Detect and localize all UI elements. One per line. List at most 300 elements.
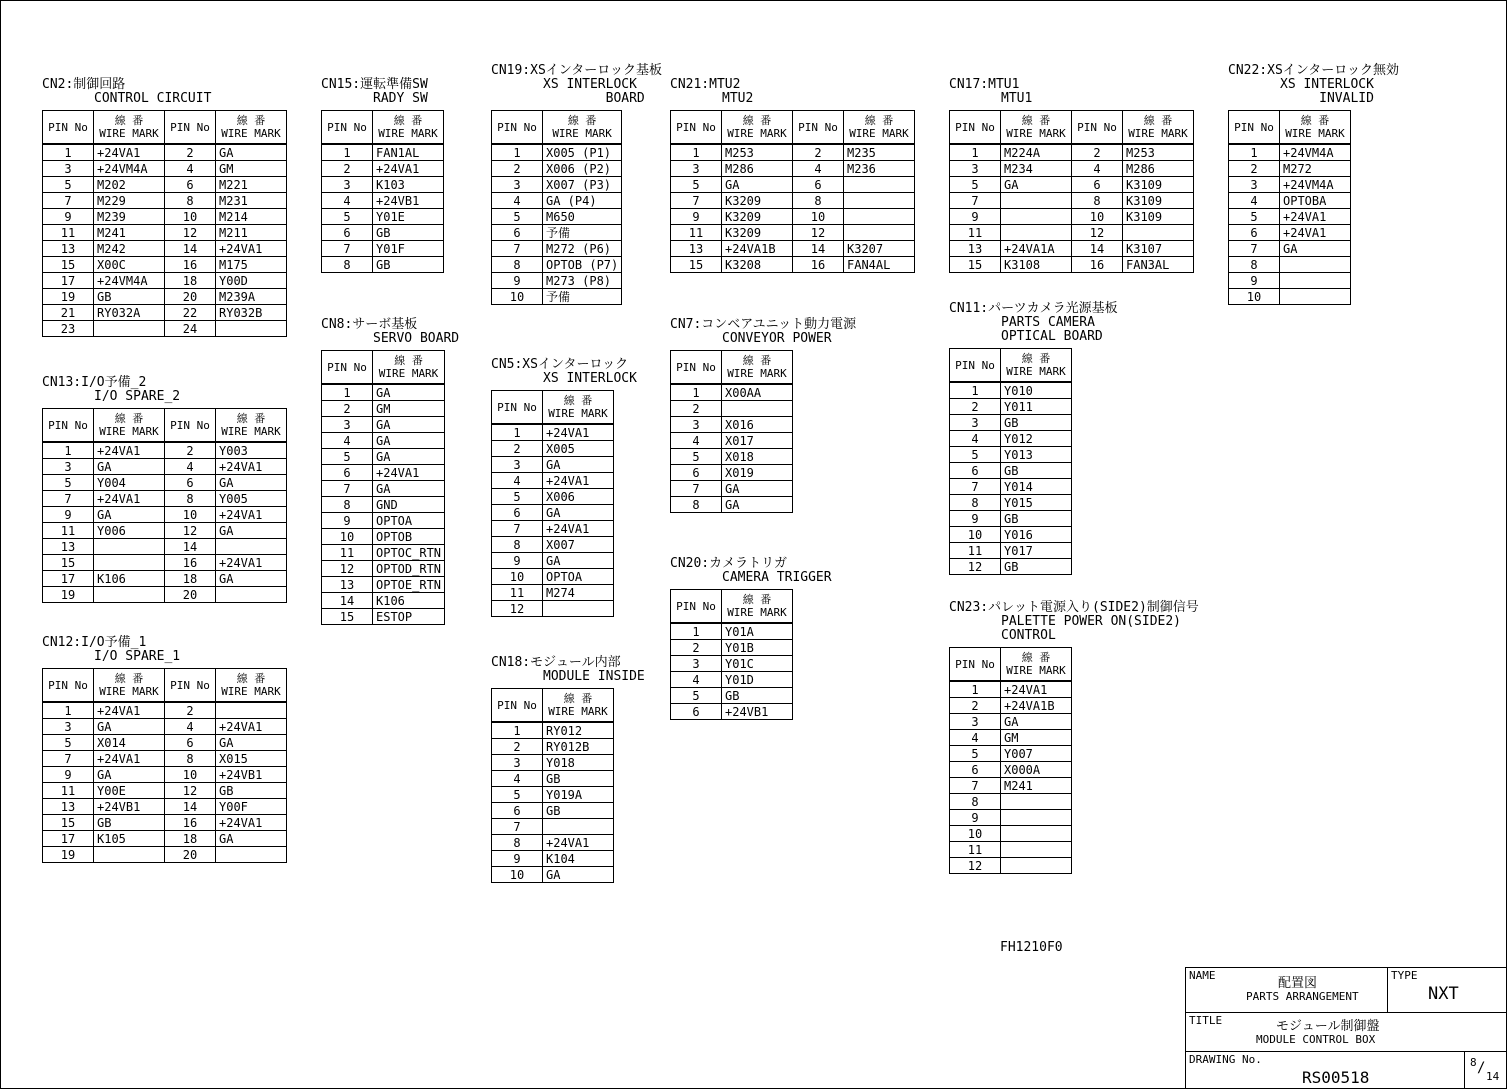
pin-number: 21: [43, 305, 94, 321]
connector-title-jp: CN20:カメラトリガ: [670, 556, 788, 571]
pin-number: 2: [1072, 144, 1123, 161]
wire-mark-header-en: WIRE MARK: [378, 367, 439, 380]
table-row: [1229, 144, 1351, 161]
wire-mark: GA: [722, 497, 793, 513]
wire-mark: [94, 847, 165, 863]
pin-number: 5: [1229, 209, 1280, 225]
pin-number: 19: [43, 289, 94, 305]
table-row: [492, 803, 614, 819]
pin-number: 15: [950, 257, 1001, 273]
pin-number: 12: [165, 523, 216, 539]
drawing-number: RS00518: [1302, 1068, 1370, 1087]
table-row: [950, 463, 1072, 479]
table-row: [322, 481, 445, 497]
wire-mark-header-en: WIRE MARK: [727, 367, 787, 380]
wire-mark: +24VA1: [543, 521, 614, 537]
wire-mark: GA: [373, 481, 445, 497]
wire-mark: M242: [94, 241, 165, 257]
pin-number: 14: [322, 593, 373, 609]
wire-mark: M229: [94, 193, 165, 209]
pin-no-header: PIN No: [492, 391, 543, 425]
wire-mark: 予備: [543, 225, 622, 241]
wire-mark: M236: [844, 161, 915, 177]
pin-number: 3: [492, 755, 543, 771]
table-row: [43, 555, 287, 571]
connector-cn13: [42, 376, 287, 603]
wire-mark-header: [543, 391, 614, 425]
sheet-total: 14: [1486, 1070, 1500, 1083]
connector-title: [491, 656, 645, 684]
pin-number: 10: [492, 867, 543, 883]
wire-mark: OPTOB (P7): [543, 257, 622, 273]
pin-number: 1: [950, 681, 1001, 698]
connector-title-en: I/O SPARE_2: [94, 389, 181, 404]
pin-number: 11: [671, 225, 722, 241]
wire-mark: M274: [543, 585, 614, 601]
table-row: [43, 507, 287, 523]
pin-number: 15: [322, 609, 373, 625]
wire-mark: M234: [1001, 161, 1072, 177]
wire-mark: +24VA1: [216, 555, 287, 571]
pin-number: 3: [43, 161, 94, 177]
pin-number: 2: [950, 698, 1001, 714]
pin-no-header: PIN No: [671, 111, 722, 145]
pin-number: 10: [950, 527, 1001, 543]
table-row: [1229, 241, 1351, 257]
wire-mark-header-jp: 線 番: [114, 412, 144, 425]
pin-table: [949, 110, 1194, 273]
pin-number: 8: [492, 257, 543, 273]
pin-number: 9: [950, 511, 1001, 527]
table-row: [43, 751, 287, 767]
pin-table-header: [950, 349, 1072, 383]
connector-title-en: MTU1: [1001, 91, 1033, 106]
table-row: [43, 459, 287, 475]
pin-no-header: PIN No: [43, 409, 94, 443]
table-row: [43, 719, 287, 735]
connector-cn8: [321, 318, 459, 625]
wire-mark: X00C: [94, 257, 165, 273]
connector-title: [949, 302, 1118, 344]
wire-mark-header: [722, 590, 793, 624]
wire-mark: +24VA1: [543, 424, 614, 441]
wire-mark-header-en: WIRE MARK: [99, 127, 159, 140]
wire-mark: +24VB1: [94, 799, 165, 815]
pin-number: 8: [671, 497, 722, 513]
wire-mark: X016: [722, 417, 793, 433]
wire-mark-header-en: WIRE MARK: [1128, 127, 1188, 140]
table-row: [950, 447, 1072, 463]
pin-table-header: [492, 689, 614, 723]
pin-number: 8: [165, 193, 216, 209]
pin-number: 13: [43, 241, 94, 257]
wire-mark: [216, 321, 287, 337]
sheet-slash: /: [1477, 1060, 1486, 1076]
pin-number: 14: [165, 539, 216, 555]
table-row: [492, 553, 614, 569]
wire-mark: +24VA1: [94, 442, 165, 459]
wire-mark: GA: [543, 867, 614, 883]
table-row: [322, 257, 444, 273]
pin-number: 5: [492, 787, 543, 803]
pin-number: 10: [322, 529, 373, 545]
pin-number: 6: [1072, 177, 1123, 193]
pin-number: 12: [322, 561, 373, 577]
wire-mark: RY012: [543, 722, 614, 739]
table-row: [1229, 225, 1351, 241]
wire-mark: M175: [216, 257, 287, 273]
pin-number: 2: [793, 144, 844, 161]
pin-number: 11: [950, 842, 1001, 858]
pin-number: 7: [43, 193, 94, 209]
wire-mark: K3109: [1123, 193, 1194, 209]
table-row: [950, 842, 1072, 858]
wire-mark: M239: [94, 209, 165, 225]
table-row: [322, 609, 445, 625]
table-row: [43, 305, 287, 321]
wire-mark: +24VA1: [543, 835, 614, 851]
table-row: [322, 449, 445, 465]
pin-table-header: [671, 590, 793, 624]
connector-title-en: CONVEYOR POWER: [722, 331, 832, 346]
table-row: [671, 481, 793, 497]
pin-number: 14: [793, 241, 844, 257]
wire-mark: FAN4AL: [844, 257, 915, 273]
table-row: [950, 511, 1072, 527]
wire-mark: X017: [722, 433, 793, 449]
pin-number: 5: [322, 209, 373, 225]
table-row: [492, 787, 614, 803]
wire-mark-header: [216, 111, 287, 145]
table-row: [1229, 177, 1351, 193]
table-row: [671, 688, 793, 704]
table-row: [671, 144, 915, 161]
connector-cn11: [949, 302, 1118, 575]
table-row: [671, 704, 793, 720]
table-row: [322, 401, 445, 417]
title-label: TITLE: [1189, 1014, 1223, 1027]
wire-mark: Y00D: [216, 273, 287, 289]
pin-number: 11: [950, 543, 1001, 559]
pin-number: 4: [671, 672, 722, 688]
table-row: [43, 257, 287, 273]
table-row: [322, 384, 445, 401]
wire-mark: X014: [94, 735, 165, 751]
wire-mark: M221: [216, 177, 287, 193]
table-row: [43, 225, 287, 241]
table-row: [492, 177, 622, 193]
name-label: NAME: [1189, 969, 1216, 982]
wire-mark: GA: [373, 433, 445, 449]
pin-number: 7: [492, 521, 543, 537]
pin-table-header: [43, 111, 287, 145]
wire-mark: RY032B: [216, 305, 287, 321]
pin-number: 12: [1072, 225, 1123, 241]
pin-number: 8: [492, 835, 543, 851]
pin-number: 12: [165, 783, 216, 799]
connector-title-jp: CN2:制御回路: [42, 77, 126, 92]
wire-mark: GA: [1001, 714, 1072, 730]
table-row: [43, 241, 287, 257]
pin-table: [42, 408, 287, 603]
wire-mark-header: [216, 409, 287, 443]
table-row: [322, 241, 444, 257]
wire-mark-header-en: WIRE MARK: [727, 606, 787, 619]
pin-number: 1: [322, 384, 373, 401]
wire-mark: GA: [94, 719, 165, 735]
connector-title: [42, 78, 287, 106]
pin-no-header: PIN No: [492, 111, 543, 145]
wire-mark: RY012B: [543, 739, 614, 755]
wire-mark-header-jp: 線 番: [864, 114, 894, 127]
wire-mark: [1001, 842, 1072, 858]
wire-mark: M241: [1001, 778, 1072, 794]
pin-table: [949, 348, 1072, 575]
connector-title: [491, 64, 662, 106]
pin-number: 7: [43, 751, 94, 767]
wire-mark: GM: [216, 161, 287, 177]
wire-mark-header-jp: 線 番: [114, 672, 144, 685]
table-row: [43, 831, 287, 847]
wire-mark: GB: [722, 688, 793, 704]
wire-mark-header: [722, 111, 793, 145]
wire-mark: Y007: [1001, 746, 1072, 762]
table-row: [671, 209, 915, 225]
table-row: [671, 640, 793, 656]
table-row: [950, 479, 1072, 495]
wire-mark: +24VB1: [216, 767, 287, 783]
pin-number: 8: [793, 193, 844, 209]
pin-no-header: PIN No: [43, 111, 94, 145]
pin-number: 8: [165, 751, 216, 767]
wire-mark: GB: [94, 815, 165, 831]
wire-mark: X005: [543, 441, 614, 457]
wire-mark: X007: [543, 537, 614, 553]
table-row: [43, 571, 287, 587]
table-row: [43, 847, 287, 863]
wire-mark: +24VA1: [1001, 681, 1072, 698]
pin-table-header: [492, 391, 614, 425]
wire-mark: GA: [543, 505, 614, 521]
pin-number: 5: [950, 177, 1001, 193]
table-row: [492, 819, 614, 835]
wire-mark-header-jp: 線 番: [114, 114, 144, 127]
table-row: [492, 241, 622, 257]
pin-number: 4: [165, 459, 216, 475]
pin-table-header: [322, 111, 444, 145]
wire-mark: K106: [373, 593, 445, 609]
table-row: [43, 523, 287, 539]
table-row: [671, 672, 793, 688]
pin-number: 2: [322, 401, 373, 417]
connector-title-en: PALETTE POWER ON(SIDE2): [1001, 614, 1182, 629]
wire-mark: M272 (P6): [543, 241, 622, 257]
pin-table-header: [950, 111, 1194, 145]
connector-title: [949, 601, 1199, 643]
pin-number: 7: [492, 819, 543, 835]
pin-number: 15: [671, 257, 722, 273]
wire-mark-header-jp: 線 番: [393, 114, 423, 127]
pin-table: [491, 110, 622, 305]
table-row: [671, 417, 793, 433]
pin-number: 5: [492, 209, 543, 225]
pin-table: [670, 350, 793, 513]
pin-number: 5: [671, 449, 722, 465]
pin-no-header: PIN No: [671, 590, 722, 624]
table-row: [1229, 161, 1351, 177]
wire-mark: FAN3AL: [1123, 257, 1194, 273]
pin-number: 3: [950, 161, 1001, 177]
table-row: [671, 433, 793, 449]
table-row: [492, 755, 614, 771]
pin-number: 13: [950, 241, 1001, 257]
table-row: [322, 161, 444, 177]
table-row: [322, 209, 444, 225]
connector-title-en: I/O SPARE_1: [94, 649, 181, 664]
pin-number: 8: [950, 794, 1001, 810]
table-row: [43, 767, 287, 783]
wire-mark-header-en: WIRE MARK: [1285, 127, 1345, 140]
wire-mark-header-jp: 線 番: [394, 354, 423, 367]
wire-mark: K104: [543, 851, 614, 867]
table-row: [1229, 273, 1351, 289]
wire-mark: Y011: [1001, 399, 1072, 415]
pin-no-header: PIN No: [322, 111, 373, 145]
wire-mark: GB: [1001, 559, 1072, 575]
wire-mark-header-en: WIRE MARK: [378, 127, 438, 140]
wire-mark: Y005: [216, 491, 287, 507]
wire-mark: +24VA1: [373, 161, 444, 177]
drawing-label: DRAWING No.: [1189, 1053, 1262, 1066]
wire-mark: OPTOB: [373, 529, 445, 545]
pin-number: 1: [43, 442, 94, 459]
wire-mark: Y01B: [722, 640, 793, 656]
wire-mark: FAN1AL: [373, 144, 444, 161]
wire-mark: GA: [216, 571, 287, 587]
wire-mark: +24VA1: [216, 815, 287, 831]
wire-mark: [844, 225, 915, 241]
type-value: NXT: [1428, 984, 1459, 1004]
wire-mark-header-jp: 線 番: [563, 394, 593, 407]
pin-number: 5: [492, 489, 543, 505]
table-row: [950, 698, 1072, 714]
pin-number: 2: [165, 144, 216, 161]
wire-mark: X006: [543, 489, 614, 505]
wire-mark: +24VA1: [216, 241, 287, 257]
table-row: [671, 225, 915, 241]
pin-number: 6: [492, 225, 543, 241]
connector-cn18: [491, 656, 645, 883]
pin-number: 9: [671, 209, 722, 225]
pin-number: 6: [950, 762, 1001, 778]
table-row: [492, 193, 622, 209]
drawing-code-note: FH1210F0: [1000, 940, 1063, 955]
table-row: [492, 851, 614, 867]
wire-mark: K3109: [1123, 177, 1194, 193]
table-row: [492, 585, 614, 601]
connector-title: [42, 636, 287, 664]
table-row: [43, 144, 287, 161]
wire-mark: GND: [373, 497, 445, 513]
wire-mark: Y017: [1001, 543, 1072, 559]
pin-number: 15: [43, 815, 94, 831]
wire-mark: M286: [722, 161, 793, 177]
pin-number: 4: [950, 730, 1001, 746]
wire-mark-header-en: WIRE MARK: [1006, 365, 1066, 378]
pin-number: 20: [165, 847, 216, 863]
pin-number: 5: [322, 449, 373, 465]
pin-number: 7: [1229, 241, 1280, 257]
pin-number: 8: [322, 497, 373, 513]
table-row: [492, 867, 614, 883]
wire-mark: Y015: [1001, 495, 1072, 511]
wire-mark-header-jp: 線 番: [1021, 114, 1051, 127]
wire-mark: GA: [722, 177, 793, 193]
pin-number: 15: [43, 257, 94, 273]
pin-number: 12: [165, 225, 216, 241]
wire-mark: K3209: [722, 193, 793, 209]
wire-mark: +24VM4A: [94, 161, 165, 177]
pin-number: 24: [165, 321, 216, 337]
pin-number: 10: [1072, 209, 1123, 225]
wire-mark: M235: [844, 144, 915, 161]
connector-title-en: CONTROL: [1001, 628, 1056, 643]
pin-number: 9: [950, 209, 1001, 225]
wire-mark: GA: [722, 481, 793, 497]
pin-number: 11: [43, 783, 94, 799]
wire-mark: +24VA1: [94, 144, 165, 161]
wire-mark: GB: [1001, 463, 1072, 479]
connector-title-jp: CN15:運転準備SW: [321, 77, 428, 92]
wire-mark-header-en: WIRE MARK: [548, 705, 608, 718]
pin-number: 8: [950, 495, 1001, 511]
wire-mark: Y010: [1001, 382, 1072, 399]
connector-cn5: [491, 358, 637, 617]
pin-number: 7: [322, 241, 373, 257]
wire-mark: +24VA1: [94, 751, 165, 767]
pin-table: [42, 668, 287, 863]
table-row: [492, 161, 622, 177]
wire-mark: [94, 321, 165, 337]
pin-number: 8: [1229, 257, 1280, 273]
table-row: [492, 441, 614, 457]
pin-number: 4: [322, 193, 373, 209]
table-row: [43, 177, 287, 193]
connector-title: [670, 557, 832, 585]
pin-number: 10: [492, 289, 543, 305]
table-row: [671, 449, 793, 465]
pin-number: 10: [165, 507, 216, 523]
wire-mark: K3208: [722, 257, 793, 273]
pin-number: 7: [671, 193, 722, 209]
table-row: [950, 225, 1194, 241]
connector-cn7: [670, 318, 856, 513]
wire-mark: [844, 177, 915, 193]
table-row: [322, 545, 445, 561]
pin-no-header: PIN No: [671, 351, 722, 385]
wire-mark: X018: [722, 449, 793, 465]
pin-number: 6: [793, 177, 844, 193]
pin-number: 1: [492, 144, 543, 161]
wire-mark: +24VA1B: [1001, 698, 1072, 714]
table-row: [950, 257, 1194, 273]
pin-number: 4: [492, 473, 543, 489]
pin-number: 20: [165, 289, 216, 305]
connector-title-en: XS INTERLOCK: [543, 371, 637, 386]
pin-number: 16: [165, 555, 216, 571]
pin-number: 6: [492, 803, 543, 819]
wire-mark: OPTOD_RTN: [373, 561, 445, 577]
